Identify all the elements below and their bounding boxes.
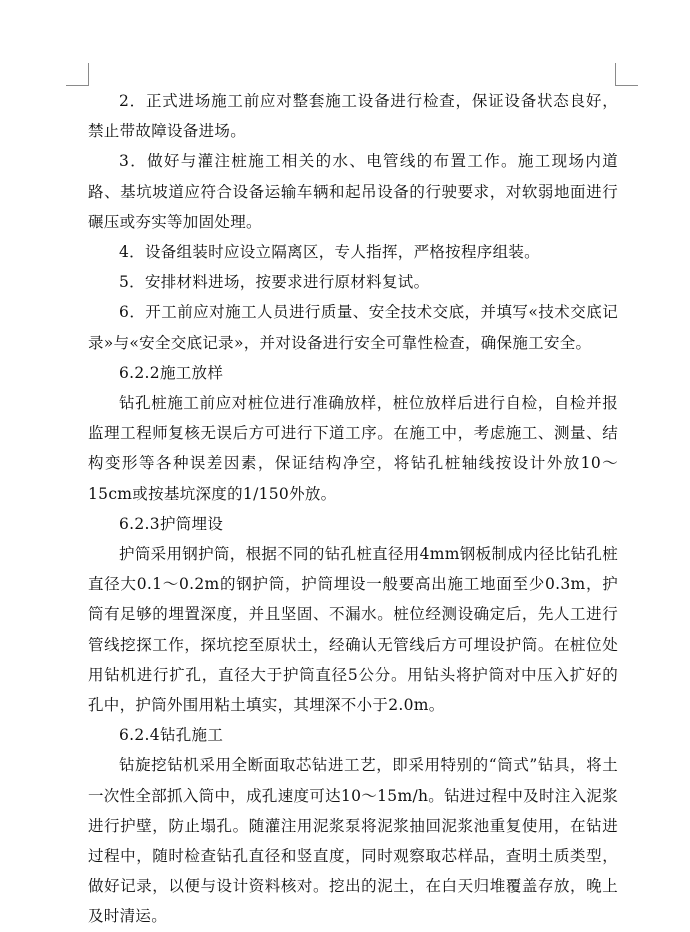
- paragraph-item-5: 5．安排材料进场，按要求进行原材料复试。: [119, 273, 430, 292]
- paragraph-casing-burial: 护筒采用钢护筒，根据不同的钻孔桩直径用4mm钢板制成内径比钻孔桩直径大0.1～0.2m的钢护筒，护筒埋设一般要高出施工地面至少0.3m，护筒有足够的埋置深度，并且坚固、不漏水。桩位经测设确定后，先人工进行管线挖探工作，探坑挖至原状土，经确认无管线后方可埋设护筒。在桩位处用钻机进行扩孔，直径大于护筒直径5公分。用钻头将护筒对中压入扩好的孔中，护筒外围用粘土填实，其埋深不小于2.0m。: [88, 545, 618, 715]
- paragraph-drilling-construction: 钻旋挖钻机采用全断面取芯钻进工艺，即采用特别的“筒式”钻具，将土一次性全部抓入筒中，成孔速度可达10～15m/h。钻进过程中及时注入泥浆进行护壁，防止塌孔。随灌注用泥浆泵将泥浆抽回泥浆池重复使用，在钻进过程中，随时检查钻孔直径和竖直度，同时观察取芯样品，查明土质类型，做好记录，以便与设计资料核对。挖出的泥土，在白天归堆覆盖存放，晚上及时清运。: [88, 756, 618, 926]
- section-heading-6-2-4: 6.2.4钻孔施工: [119, 726, 224, 745]
- paragraph-item-2: 2．正式进场施工前应对整套施工设备进行检查，保证设备状态良好，禁止带故障设备进场。: [88, 92, 618, 141]
- section-heading-6-2-2: 6.2.2施工放样: [119, 363, 224, 382]
- paragraph-item-6: 6．开工前应对施工人员进行质量、安全技术交底，并填写«技术交底记录»与«安全交底记录»，并对设备进行安全可靠性检查，确保施工安全。: [88, 303, 618, 352]
- page-margin-corner-top-right: [615, 63, 638, 86]
- paragraph-item-4: 4．设备组装时应设立隔离区，专人指挥，严格按程序组装。: [119, 243, 540, 262]
- paragraph-item-3: 3．做好与灌注桩施工相关的水、电管线的布置工作。施工现场内道路、基坑坡道应符合设备运输车辆和起吊设备的行驶要求，对软弱地面进行碾压或夯实等加固处理。: [88, 152, 618, 231]
- paragraph-survey-layout: 钻孔桩施工前应对桩位进行准确放样，桩位放样后进行自检，自检并报监理工程师复核无误后方可进行下道工序。在施工中，考虑施工、测量、结构变形等各种误差因素，保证结构净空，将钻孔桩轴线按设计外放10～15cm或按基坑深度的1/150外放。: [88, 394, 618, 503]
- page-margin-corner-top-left: [66, 63, 89, 86]
- section-heading-6-2-3: 6.2.3护筒埋设: [119, 514, 224, 533]
- document-body[interactable]: [88, 86, 618, 932]
